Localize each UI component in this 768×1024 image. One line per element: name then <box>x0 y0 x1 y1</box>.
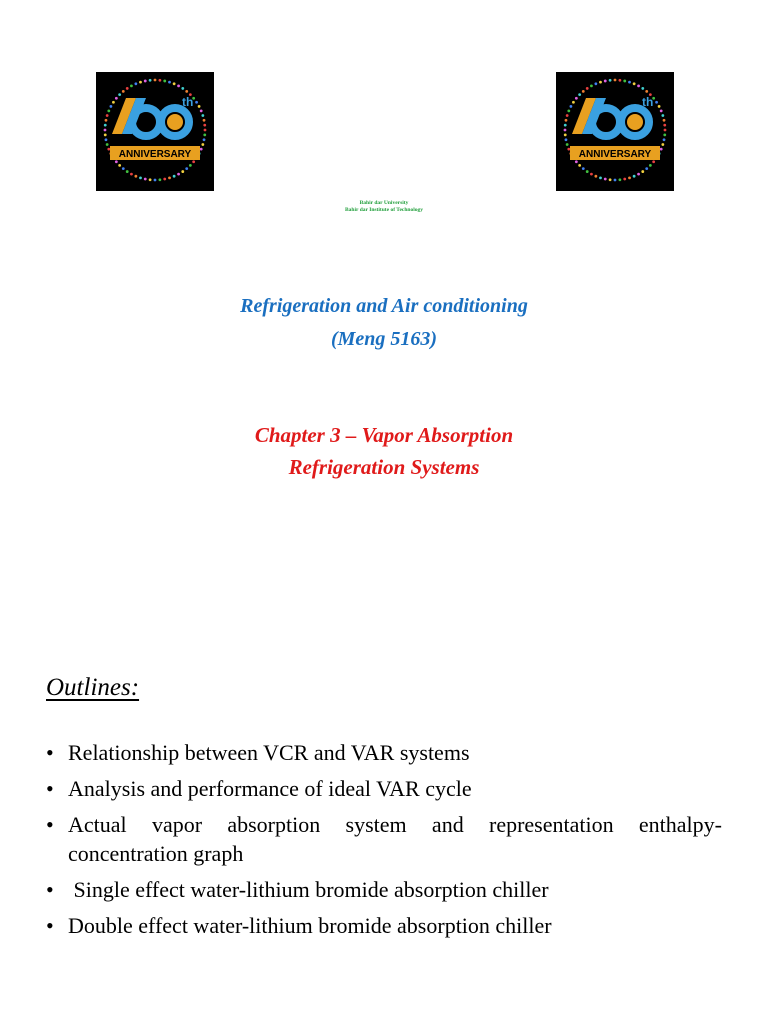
institute-name: Bahir dar Institute of Technology <box>344 207 424 213</box>
outline-list <box>46 738 722 947</box>
outlines-heading: Outlines: <box>46 674 140 701</box>
bullet-icon: • <box>46 776 54 801</box>
list-item: • Actual vapor absorption system and representation enthalpy-concentration graph <box>46 812 722 866</box>
university-name: Bahir dar University <box>359 200 409 206</box>
anniversary-emblem <box>96 72 214 191</box>
bullet-icon: • <box>46 877 54 902</box>
list-item: • Analysis and performance of ideal VAR cycle <box>46 776 472 801</box>
svg-text:th: th <box>182 95 194 109</box>
course-code: (Meng 5163) <box>330 328 438 350</box>
anniversary-emblem <box>556 72 674 191</box>
course-title: Refrigeration and Air conditioning <box>240 295 528 317</box>
list-item: • Double effect water-lithium bromide absorption chiller <box>46 913 552 938</box>
bullet-icon: • <box>46 812 54 837</box>
anniversary-logo-left <box>96 72 214 191</box>
chapter-title-line1: Chapter 3 – Vapor Absorption <box>254 423 514 447</box>
svg-text:ANNIVERSARY: ANNIVERSARY <box>118 149 192 160</box>
svg-text:ANNIVERSARY: ANNIVERSARY <box>578 149 652 160</box>
anniversary-logo-right <box>556 72 674 191</box>
bullet-icon: • <box>46 913 54 938</box>
list-item: • Relationship between VCR and VAR systems <box>46 740 470 765</box>
bullet-icon: • <box>46 740 54 765</box>
list-item: • Single effect water-lithium bromide absorption chiller <box>46 877 549 902</box>
chapter-title-line2: Refrigeration Systems <box>288 455 480 479</box>
svg-text:th: th <box>642 95 654 109</box>
